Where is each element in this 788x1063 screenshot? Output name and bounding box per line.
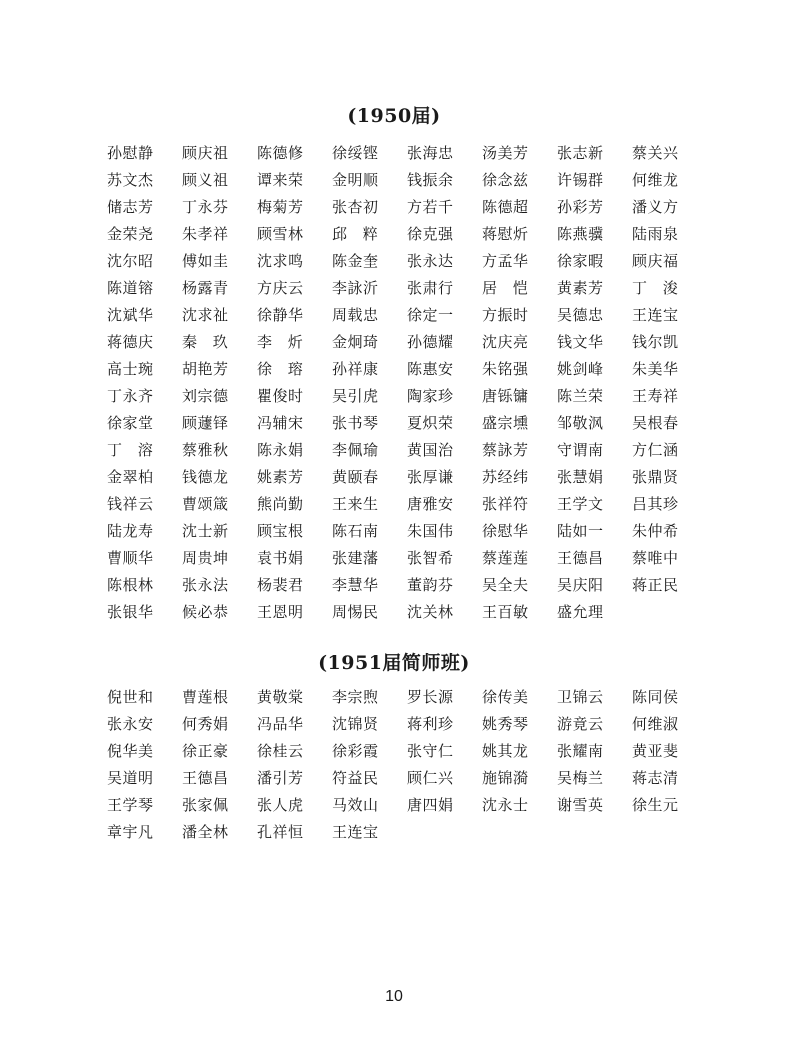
name-item: 符益民 <box>332 769 379 787</box>
name-item: 沈斌华 <box>107 306 154 324</box>
name-item: 邹敬沨 <box>557 414 604 432</box>
name-item: 钱振余 <box>407 171 454 189</box>
name-item: 吴全夫 <box>482 576 529 594</box>
name-item: 蔡莲莲 <box>482 549 529 567</box>
name-item: 苏文杰 <box>107 171 154 189</box>
name-item: 周惕民 <box>332 603 379 621</box>
name-item: 沈求鸣 <box>257 252 304 270</box>
name-item: 吴德忠 <box>557 306 604 324</box>
name-item: 马效山 <box>332 796 379 814</box>
name-item: 金翠柏 <box>107 468 154 486</box>
name-item: 熊尚勤 <box>257 495 304 513</box>
name-item: 徐静华 <box>257 306 304 324</box>
name-item: 姚剑峰 <box>557 360 604 378</box>
name-item: 傅如圭 <box>182 252 229 270</box>
name-item: 陆如一 <box>557 522 604 540</box>
name-item: 唐铄镛 <box>482 387 529 405</box>
name-item: 方庆云 <box>257 279 304 297</box>
name-item: 储志芳 <box>107 198 154 216</box>
name-item: 丁溶 <box>107 441 169 459</box>
name-item: 徐定一 <box>407 306 454 324</box>
name-item: 许锡群 <box>557 171 604 189</box>
name-item: 顾义祖 <box>182 171 229 189</box>
name-item: 陈石南 <box>332 522 379 540</box>
name-item: 徐家堂 <box>107 414 154 432</box>
name-item: 蒋利珍 <box>407 715 454 733</box>
name-item: 董韵芬 <box>407 576 454 594</box>
name-item: 张永安 <box>107 715 154 733</box>
name-item: 钱德龙 <box>182 468 229 486</box>
name-item: 丁永芬 <box>182 198 229 216</box>
name-item: 沈求祉 <box>182 306 229 324</box>
name-item: 王百敏 <box>482 603 529 621</box>
name-item: 张杏初 <box>332 198 379 216</box>
name-item: 丁浚 <box>632 279 694 297</box>
name-item: 朱美华 <box>632 360 679 378</box>
name-item: 王德昌 <box>557 549 604 567</box>
name-item: 邱粹 <box>332 225 394 243</box>
name-item: 张家佩 <box>182 796 229 814</box>
name-item: 钱祥云 <box>107 495 154 513</box>
name-item: 沈尔昭 <box>107 252 154 270</box>
name-item: 盛宗壎 <box>482 414 529 432</box>
name-item: 顾仁兴 <box>407 769 454 787</box>
name-item: 沈士新 <box>182 522 229 540</box>
name-item: 游竟云 <box>557 715 604 733</box>
name-item: 吴道明 <box>107 769 154 787</box>
name-item: 王连宝 <box>332 823 379 841</box>
name-item: 居恺 <box>482 279 544 297</box>
name-item: 孔祥恒 <box>257 823 304 841</box>
name-item: 周载忠 <box>332 306 379 324</box>
name-item: 吴庆阳 <box>557 576 604 594</box>
name-item: 沈关林 <box>407 603 454 621</box>
name-item: 方振时 <box>482 306 529 324</box>
name-item: 陈燕骥 <box>557 225 604 243</box>
name-item: 蔡关兴 <box>632 144 679 162</box>
name-item: 倪华美 <box>107 742 154 760</box>
name-item: 唐四娟 <box>407 796 454 814</box>
name-item: 何维龙 <box>632 171 679 189</box>
name-item: 王恩明 <box>257 603 304 621</box>
name-item: 周贵坤 <box>182 549 229 567</box>
name-item: 沈永士 <box>482 796 529 814</box>
name-item: 杨露青 <box>182 279 229 297</box>
name-item: 王寿祥 <box>632 387 679 405</box>
name-item: 徐克强 <box>407 225 454 243</box>
name-item: 陈德修 <box>257 144 304 162</box>
name-item: 潘义方 <box>632 198 679 216</box>
name-item: 徐瑢 <box>257 360 319 378</box>
name-item: 候必恭 <box>182 603 229 621</box>
name-item: 钱文华 <box>557 333 604 351</box>
name-item: 守谓南 <box>557 441 604 459</box>
name-item: 李宗煦 <box>332 688 379 706</box>
name-item: 张永达 <box>407 252 454 270</box>
name-item: 王学琴 <box>107 796 154 814</box>
name-item: 顾雪林 <box>257 225 304 243</box>
name-item: 章宇凡 <box>107 823 154 841</box>
name-item: 姚其龙 <box>482 742 529 760</box>
name-item: 陈永娟 <box>257 441 304 459</box>
name-item: 吴根春 <box>632 414 679 432</box>
name-item: 张银华 <box>107 603 154 621</box>
name-item: 方仁涵 <box>632 441 679 459</box>
name-item: 徐念兹 <box>482 171 529 189</box>
name-item: 张祥符 <box>482 495 529 513</box>
name-item: 沈锦贤 <box>332 715 379 733</box>
name-item: 杨裴君 <box>257 576 304 594</box>
name-item: 孙德耀 <box>407 333 454 351</box>
names-grid-1950 <box>107 140 707 626</box>
name-item: 冯品华 <box>257 715 304 733</box>
name-item: 李慧华 <box>332 576 379 594</box>
name-item: 陶家珍 <box>407 387 454 405</box>
name-item: 金荣尧 <box>107 225 154 243</box>
name-item: 唐雅安 <box>407 495 454 513</box>
section-title-1951: (1951届简师班) <box>318 652 470 674</box>
name-item: 张守仁 <box>407 742 454 760</box>
name-item: 苏经纬 <box>482 468 529 486</box>
section-title-1950: (1950届) <box>347 105 441 127</box>
name-item: 卫锦云 <box>557 688 604 706</box>
name-item: 梅菊芳 <box>257 198 304 216</box>
name-item: 李佩瑜 <box>332 441 379 459</box>
name-item: 罗长源 <box>407 688 454 706</box>
name-item: 张耀南 <box>557 742 604 760</box>
name-item: 蒋德庆 <box>107 333 154 351</box>
name-item: 朱铭强 <box>482 360 529 378</box>
name-item: 徐生元 <box>632 796 679 814</box>
name-item: 顾庆祖 <box>182 144 229 162</box>
name-item: 陆龙寿 <box>107 522 154 540</box>
name-item: 顾宝根 <box>257 522 304 540</box>
name-item: 李詠沂 <box>332 279 379 297</box>
name-item: 张海忠 <box>407 144 454 162</box>
name-item: 陈兰荣 <box>557 387 604 405</box>
name-item: 倪世和 <box>107 688 154 706</box>
name-item: 徐正豪 <box>182 742 229 760</box>
name-item: 金明顺 <box>332 171 379 189</box>
name-item: 瞿俊时 <box>257 387 304 405</box>
name-item: 夏炽荣 <box>407 414 454 432</box>
name-item: 潘引芳 <box>257 769 304 787</box>
name-item: 方孟华 <box>482 252 529 270</box>
name-item: 陈同侯 <box>632 688 679 706</box>
name-item: 金炯琦 <box>332 333 379 351</box>
name-item: 姚素芳 <box>257 468 304 486</box>
name-item: 潘全林 <box>182 823 229 841</box>
name-item: 张建藩 <box>332 549 379 567</box>
name-item: 曹颂箴 <box>182 495 229 513</box>
name-item: 吴引虎 <box>332 387 379 405</box>
name-item: 沈庆亮 <box>482 333 529 351</box>
name-item: 顾庆福 <box>632 252 679 270</box>
name-item: 陈金奎 <box>332 252 379 270</box>
name-item: 张人虎 <box>257 796 304 814</box>
name-item: 胡艳芳 <box>182 360 229 378</box>
name-item: 姚秀琴 <box>482 715 529 733</box>
name-item: 刘宗德 <box>182 387 229 405</box>
name-item: 王连宝 <box>632 306 679 324</box>
name-item: 曹顺华 <box>107 549 154 567</box>
name-item: 孙彩芳 <box>557 198 604 216</box>
name-item: 顾蘧铎 <box>182 414 229 432</box>
name-item: 蔡詠芳 <box>482 441 529 459</box>
name-item: 王学文 <box>557 495 604 513</box>
name-item: 徐传美 <box>482 688 529 706</box>
name-item: 徐家暇 <box>557 252 604 270</box>
name-item: 孙慰静 <box>107 144 154 162</box>
page-number: 10 <box>385 988 403 1005</box>
names-grid-1951 <box>107 684 707 846</box>
name-item: 黄敬棠 <box>257 688 304 706</box>
name-item: 张书琴 <box>332 414 379 432</box>
name-item: 李炘 <box>257 333 319 351</box>
name-item: 曹莲根 <box>182 688 229 706</box>
name-item: 高士琬 <box>107 360 154 378</box>
name-item: 陈道镕 <box>107 279 154 297</box>
name-item: 何秀娟 <box>182 715 229 733</box>
name-item: 蒋慰炘 <box>482 225 529 243</box>
name-item: 蔡雅秋 <box>182 441 229 459</box>
name-item: 吴梅兰 <box>557 769 604 787</box>
name-item: 张肃行 <box>407 279 454 297</box>
name-item: 施锦漪 <box>482 769 529 787</box>
name-item: 黄亚斐 <box>632 742 679 760</box>
name-item: 朱孝祥 <box>182 225 229 243</box>
name-item: 陈根林 <box>107 576 154 594</box>
name-item: 冯辅宋 <box>257 414 304 432</box>
name-item: 徐彩霞 <box>332 742 379 760</box>
name-item: 徐桂云 <box>257 742 304 760</box>
name-item: 蒋志清 <box>632 769 679 787</box>
name-item: 盛允理 <box>557 603 604 621</box>
name-item: 张慧娟 <box>557 468 604 486</box>
name-item: 蒋正民 <box>632 576 679 594</box>
name-item: 谭来荣 <box>257 171 304 189</box>
name-item: 黄素芳 <box>557 279 604 297</box>
name-item: 谢雪英 <box>557 796 604 814</box>
name-item: 秦玖 <box>182 333 244 351</box>
name-item: 陈惠安 <box>407 360 454 378</box>
name-item: 徐慰华 <box>482 522 529 540</box>
name-item: 张永法 <box>182 576 229 594</box>
name-item: 朱国伟 <box>407 522 454 540</box>
name-item: 王来生 <box>332 495 379 513</box>
name-item: 丁永齐 <box>107 387 154 405</box>
name-item: 黄颐春 <box>332 468 379 486</box>
name-item: 王德昌 <box>182 769 229 787</box>
name-item: 黄国治 <box>407 441 454 459</box>
name-item: 张鼎贤 <box>632 468 679 486</box>
name-item: 朱仲希 <box>632 522 679 540</box>
name-item: 吕其珍 <box>632 495 679 513</box>
name-item: 陆雨泉 <box>632 225 679 243</box>
name-item: 钱尔凯 <box>632 333 679 351</box>
name-item: 张志新 <box>557 144 604 162</box>
name-item: 孙祥康 <box>332 360 379 378</box>
name-item: 方若千 <box>407 198 454 216</box>
name-item: 徐绥铿 <box>332 144 379 162</box>
name-item: 汤美芳 <box>482 144 529 162</box>
name-item: 何维淑 <box>632 715 679 733</box>
name-item: 张智希 <box>407 549 454 567</box>
name-item: 张厚谦 <box>407 468 454 486</box>
name-item: 陈德超 <box>482 198 529 216</box>
name-item: 蔡唯中 <box>632 549 679 567</box>
name-item: 袁书娟 <box>257 549 304 567</box>
